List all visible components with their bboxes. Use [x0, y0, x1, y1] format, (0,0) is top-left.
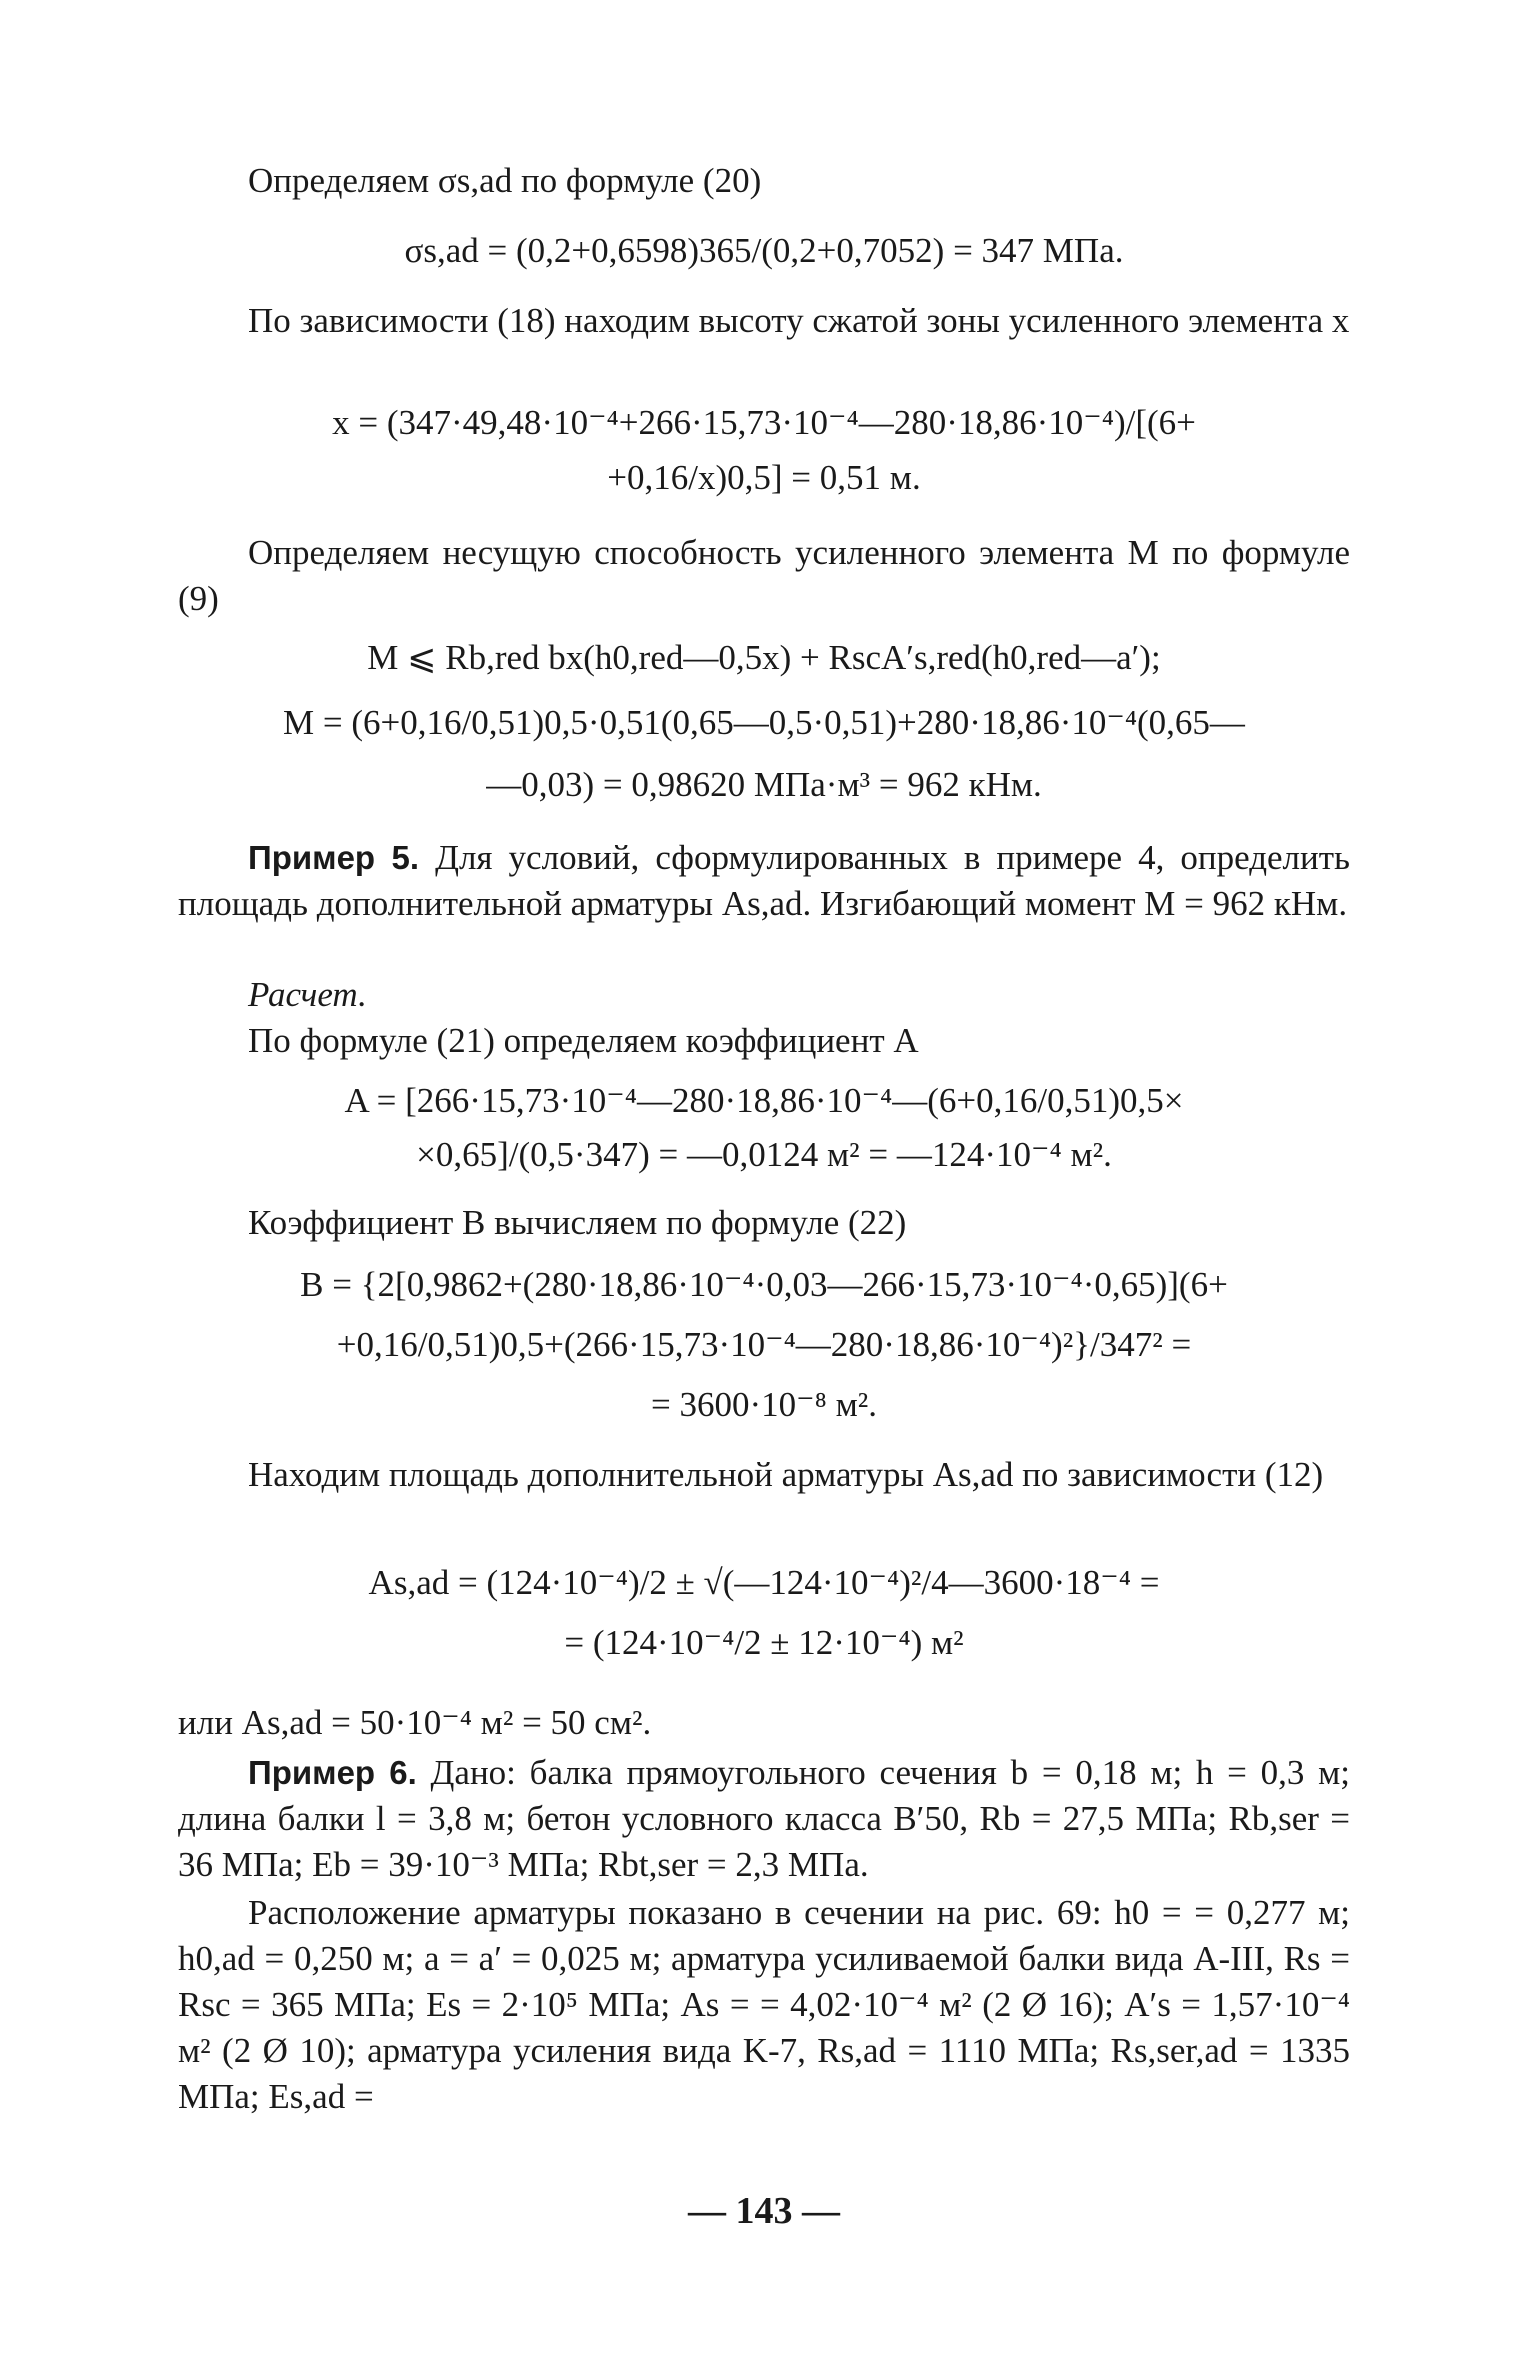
formula-a-line2: ×0,65]/(0,5·347) = —0,0124 м² = —124·10⁻⁴ м².: [416, 1135, 1112, 1174]
formula-as-line1: As,ad = (124·10⁻⁴)/2 ± √(—124·10⁻⁴)²/4—3600·18⁻⁴ =: [368, 1563, 1160, 1602]
formula-x-line1: x = (347·49,48·10⁻⁴+266·15,73·10⁻⁴—280·18,86·10⁻⁴)/[(6+: [332, 403, 1196, 442]
example-6-paragraph: [178, 1750, 1350, 1888]
formula-as-line2: = (124·10⁻⁴/2 ± 12·10⁻⁴) м²: [564, 1623, 964, 1662]
example-6-text: Дано: балка прямоугольного сечения b = 0,18 м; h = 0,3 м; длина балки l = 3,8 м; бетон условного класса B′50, Rb = 27,5 МПа; Rb,ser = 36 МПа; Eb = 39·10⁻³ МПа; Rbt,ser = 2,3 МПа.: [178, 1753, 1351, 1884]
paragraph: Расположение арматуры показано в сечении на рис. 69: h0 = = 0,277 м; h0,ad = 0,250 м; a = a′ = 0,025 м; арматура усиливаемой балки вида A-III, Rs = Rsc = 365 МПа; Es = 2·10⁵ МПа; As = = 4,02·10⁻⁴ м² (2 Ø 16); A′s = 1,57·10⁻⁴ м² (2 Ø 10); арматура усиления вида K-7, Rs,ad = 1110 МПа; Rs,ser,ad = 1335 МПа; Es,ad =: [178, 1893, 1350, 2116]
formula-x-line2: +0,16/x)0,5] = 0,51 м.: [607, 458, 921, 497]
page-number: — 143 —: [688, 2190, 840, 2232]
text-line: Коэффициент B вычисляем по формуле (22): [248, 1203, 907, 1242]
calc-label-text: Расчет.: [248, 975, 367, 1014]
formula-m-line1: M = (6+0,16/0,51)0,5·0,51(0,65—0,5·0,51)+280·18,86·10⁻⁴(0,65—: [283, 703, 1245, 742]
text-line: или As,ad = 50·10⁻⁴ м² = 50 см².: [178, 1703, 652, 1742]
example-5-paragraph: [178, 835, 1350, 927]
example-5-heading: Пример 5.: [248, 839, 420, 876]
example-6-heading: Пример 6.: [248, 1754, 417, 1791]
calc-label: [178, 972, 1350, 1018]
example-5-text: Для условий, сформулированных в примере 4, определить площадь дополнительной арматуры As,ad. Изгибающий момент M = 962 кНм.: [178, 838, 1350, 923]
formula-b-line3: = 3600·10⁻⁸ м².: [651, 1385, 877, 1424]
text-line: По формуле (21) определяем коэффициент A: [248, 1021, 919, 1060]
text-line: Определяем σs,ad по формуле (20): [248, 161, 762, 200]
paragraph: Определяем несущую способность усиленного элемента M по формуле (9): [178, 533, 1350, 618]
formula-sigma: σs,ad = (0,2+0,6598)365/(0,2+0,7052) = 347 МПа.: [404, 231, 1124, 270]
formula-m-inequality: M ⩽ Rb,red bx(h0,red—0,5x) + RscA′s,red(h0,red—a′);: [367, 638, 1161, 677]
formula-b-line2: +0,16/0,51)0,5+(266·15,73·10⁻⁴—280·18,86·10⁻⁴)²}/347² =: [336, 1325, 1192, 1364]
formula-a-line1: A = [266·15,73·10⁻⁴—280·18,86·10⁻⁴—(6+0,16/0,51)0,5×: [344, 1081, 1184, 1120]
paragraph: Находим площадь дополнительной арматуры As,ad по зависимости (12): [248, 1455, 1324, 1494]
formula-m-line2: —0,03) = 0,98620 МПа·м³ = 962 кНм.: [486, 765, 1042, 804]
paragraph: По зависимости (18) находим высоту сжатой зоны усиленного элемента x: [248, 301, 1350, 340]
formula-b-line1: B = {2[0,9862+(280·18,86·10⁻⁴·0,03—266·15,73·10⁻⁴·0,65)](6+: [300, 1265, 1228, 1304]
